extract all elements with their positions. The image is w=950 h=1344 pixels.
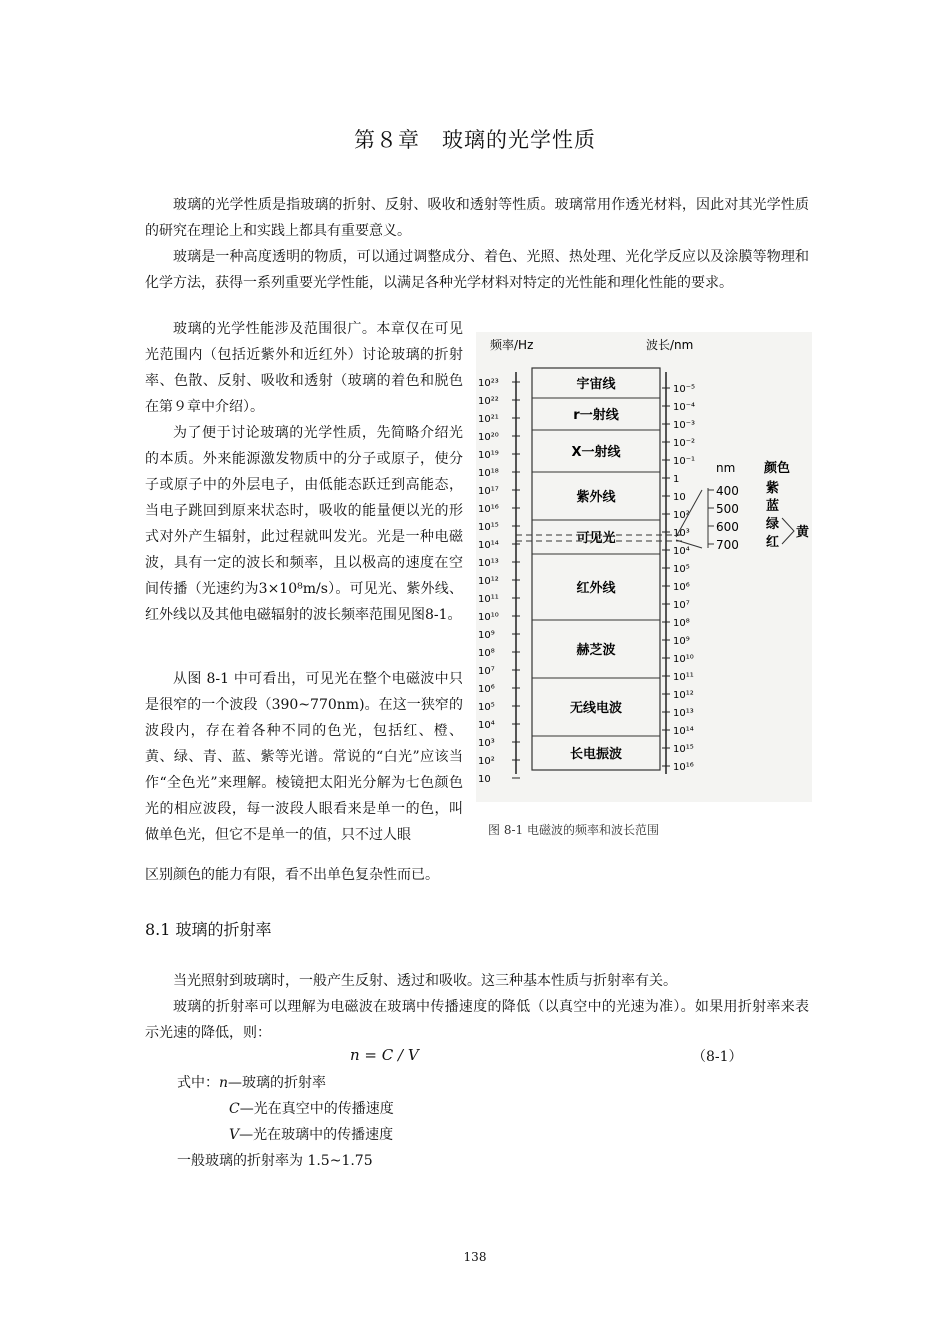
- freq-tick-label: 10²: [478, 756, 495, 767]
- freq-tick-label: 10¹⁵: [478, 522, 499, 533]
- wave-tick-label: 10¹³: [673, 708, 694, 719]
- color-name-group: [766, 480, 779, 550]
- freq-tick-group: [478, 378, 520, 785]
- yellow-bracket: [782, 518, 794, 544]
- wave-tick-group: [662, 384, 695, 773]
- page-number: 138: [463, 1250, 487, 1264]
- wave-tick-label: 10⁷: [673, 600, 690, 611]
- freq-tick-label: 10: [478, 774, 491, 785]
- section-paragraph-1: 当光照射到玻璃时，一般产生反射、透过和吸收。这三种基本性质与折射率有关。: [173, 973, 677, 989]
- freq-tick-label: 10⁵: [478, 702, 495, 713]
- wave-tick-label: 10⁶: [673, 582, 690, 593]
- band-label-group: [570, 376, 622, 762]
- definition-symbol: C: [229, 1101, 240, 1117]
- wave-tick-label: 10⁵: [673, 564, 690, 575]
- color-name: 绿: [766, 517, 780, 532]
- nm-value: 700: [716, 538, 739, 552]
- band-label: 红外线: [576, 581, 616, 596]
- wave-tick-label: 10¹⁶: [673, 762, 694, 773]
- yellow-label: 黄: [796, 525, 810, 540]
- wave-tick-label: 10²: [673, 510, 690, 521]
- em-spectrum-figure: [476, 332, 812, 802]
- freq-tick-label: 10⁹: [478, 630, 495, 641]
- column-paragraph-tail: 区别颜色的能力有限，看不出单色复杂性而已。: [145, 867, 439, 883]
- em-spectrum-diagram: [476, 332, 812, 802]
- freq-tick-label: 10¹⁸: [478, 468, 499, 479]
- color-name: 紫: [766, 481, 780, 496]
- wave-tick-label: 10¹²: [673, 690, 694, 701]
- freq-tick-label: 10²⁰: [478, 432, 499, 443]
- wave-tick-label: 10¹⁴: [673, 726, 694, 737]
- definition-text: —光在真空中的传播速度: [239, 1101, 394, 1117]
- column-paragraph-3: 从图 8-1 中可看出，可见光在整个电磁波中只是很窄的一个波段（390~770nm)。在这一狭窄的波段内，存在着各种不同的色光，包括红、橙、黄、绿、青、蓝、紫等光谱。常说的“白光”应该当作“全色光”来理解。棱镜把太阳光分解为七色颜色光的相应波段，每一波段人眼看来是单一的色，叫做单色光，但它不是单一的值，只不过人眼: [145, 671, 463, 843]
- freq-tick-label: 10³: [478, 738, 495, 749]
- wave-tick-label: 1: [673, 474, 680, 485]
- wave-axis-label: 波长/nm: [646, 338, 694, 352]
- refractive-range-note: 一般玻璃的折射率为 1.5~1.75: [177, 1153, 373, 1169]
- freq-tick-label: 10⁸: [478, 648, 495, 659]
- figure-caption: 图 8-1 电磁波的频率和波长范围: [488, 823, 659, 837]
- band-label: r一射线: [573, 408, 619, 423]
- color-name: 红: [766, 535, 780, 550]
- freq-tick-label: 10¹⁷: [478, 486, 499, 497]
- band-label: 无线电波: [569, 701, 623, 716]
- wave-tick-label: 10¹¹: [673, 672, 694, 683]
- wave-tick-label: 10¹⁰: [673, 654, 694, 665]
- wave-tick-label: 10⁸: [673, 618, 690, 629]
- freq-tick-label: 10⁴: [478, 720, 495, 731]
- freq-axis-label: 频率/Hz: [490, 338, 534, 352]
- freq-tick-label: 10²¹: [478, 414, 499, 425]
- freq-tick-label: 10²³: [478, 378, 499, 389]
- wave-tick-label: 10⁴: [673, 546, 690, 557]
- wave-tick-label: 10⁻⁵: [673, 384, 696, 395]
- band-label: 紫外线: [576, 490, 616, 505]
- freq-tick-label: 10¹¹: [478, 594, 499, 605]
- nm-value: 400: [716, 484, 739, 498]
- formula-definitions: [177, 1070, 394, 1174]
- definition-text: —光在玻璃中的传播速度: [239, 1127, 394, 1143]
- wave-tick-label: 10⁻²: [673, 438, 696, 449]
- nm-value: 600: [716, 520, 739, 534]
- freq-tick-label: 10⁷: [478, 666, 495, 677]
- definition-text: —玻璃的折射率: [228, 1075, 327, 1091]
- column-paragraph-1: 玻璃的光学性能涉及范围很广。本章仅在可见光范围内（包括近紫外和近红外）讨论玻璃的折射率、色散、反射、吸收和透射（玻璃的着色和脱色在第９章中介绍）。: [145, 321, 463, 415]
- where-label: 式中：: [177, 1075, 219, 1091]
- section-heading: 8.1 玻璃的折射率: [145, 920, 272, 939]
- color-name: 蓝: [766, 499, 780, 514]
- freq-tick-label: 10²²: [478, 396, 499, 407]
- band-label: 赫芝波: [576, 643, 616, 658]
- wave-tick-label: 10⁻³: [673, 420, 696, 431]
- band-label: 宇宙线: [576, 377, 616, 392]
- wave-tick-label: 10⁹: [673, 636, 690, 647]
- intro-paragraph-2: 玻璃是一种高度透明的物质，可以通过调整成分、着色、光照、热处理、光化学反应以及涂膜等物理和化学方法，获得一系列重要光学性能，以满足各种光学材料对特定的光性能和理化性能的要求。: [145, 249, 809, 291]
- column-paragraph-2: 为了便于讨论玻璃的光学性质，先简略介绍光的本质。外来能源激发物质中的分子或原子，使分子或原子中的外层电子，由低能态跃迁到高能态，当电子跳回到原来状态时，吸收的能量便以光的形式对外产生辐射，此过程就叫发光。光是一种电磁波，具有一定的波长和频率，且以极高的速度在空间传播（光速约为3×10⁸m/s）。可见光、紫外线、红外线以及其他电磁辐射的波长频率范围见图8-1。: [145, 425, 463, 623]
- band-label: X一射线: [571, 445, 621, 460]
- freq-tick-label: 10¹⁰: [478, 612, 499, 623]
- definition-symbol: n: [219, 1075, 229, 1091]
- freq-tick-label: 10¹⁹: [478, 450, 499, 461]
- freq-tick-label: 10¹²: [478, 576, 499, 587]
- refractive-index-formula: n = C / V: [350, 1046, 419, 1064]
- intro-paragraph-1: 玻璃的光学性质是指玻璃的折射、反射、吸收和透射等性质。玻璃常用作透光材料，因此对其光学性质的研究在理论上和实践上都具有重要意义。: [145, 197, 809, 239]
- wave-tick-label: 10¹⁵: [673, 744, 694, 755]
- band-label: 可见光: [576, 531, 616, 546]
- section-paragraph-2: 玻璃的折射率可以理解为电磁波在玻璃中传播速度的降低（以真空中的光速为准）。如果用折射率来表示光速的降低，则：: [145, 999, 809, 1041]
- band-label: 长电振波: [569, 747, 623, 762]
- nm-label: nm: [716, 461, 736, 475]
- definition-n: [177, 1070, 394, 1096]
- definition-symbol: V: [229, 1127, 240, 1143]
- color-label: 颜色: [764, 461, 791, 476]
- wave-tick-label: 10³: [673, 528, 690, 539]
- nm-value: 500: [716, 502, 739, 516]
- freq-tick-label: 10¹⁶: [478, 504, 499, 515]
- freq-tick-label: 10¹³: [478, 558, 499, 569]
- page-title: 第８章 玻璃的光学性质: [354, 128, 596, 152]
- wave-tick-label: 10: [673, 492, 686, 503]
- freq-tick-label: 10⁶: [478, 684, 495, 695]
- definition-v: [177, 1122, 394, 1148]
- wave-tick-label: 10⁻⁴: [673, 402, 696, 413]
- formula-number: （8-1）: [692, 1049, 743, 1065]
- wave-tick-label: 10⁻¹: [673, 456, 696, 467]
- nm-value-group: [708, 484, 739, 552]
- freq-tick-label: 10¹⁴: [478, 540, 499, 551]
- definition-c: [177, 1096, 394, 1122]
